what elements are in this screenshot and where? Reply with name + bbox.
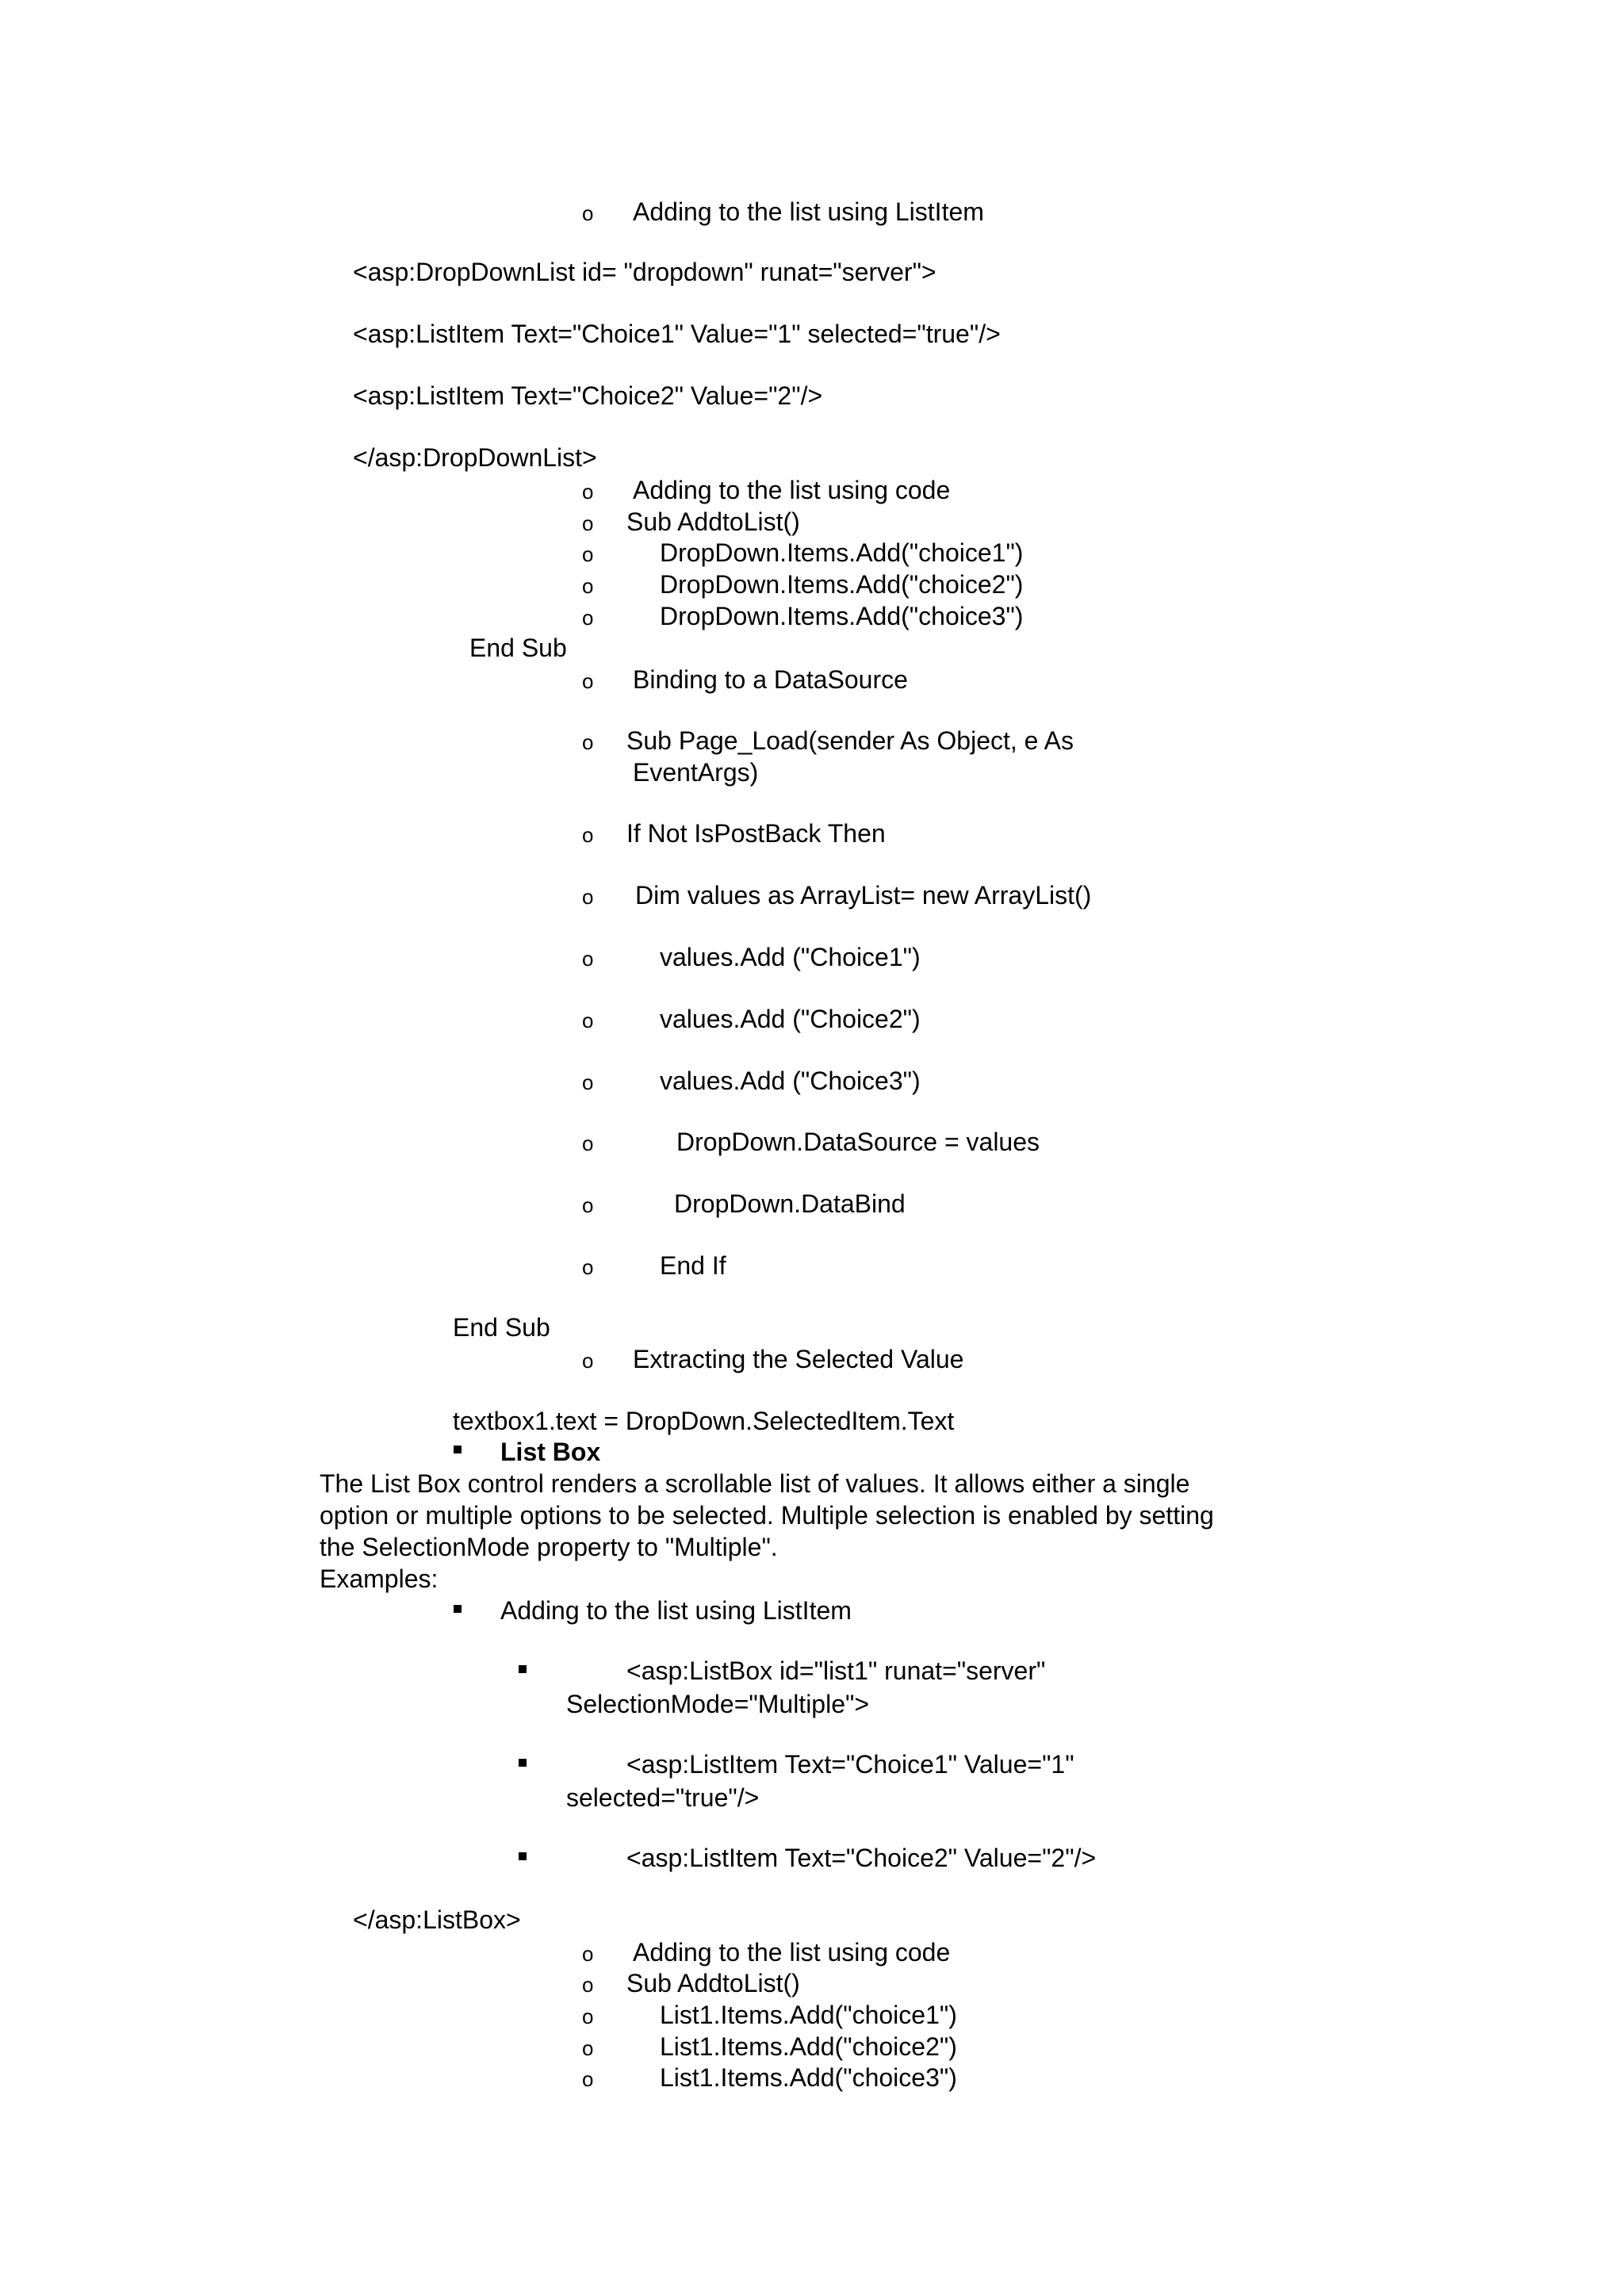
code-line: <asp:ListItem Text="Choice1" Value="1"	[626, 1750, 1074, 1779]
circle-bullet-icon: o	[582, 480, 594, 504]
circle-bullet-icon: o	[582, 1942, 594, 1966]
code-line: End Sub	[453, 1313, 550, 1342]
code-line: values.Add ("Choice3")	[660, 1067, 921, 1095]
circle-bullet-icon: o	[582, 1070, 594, 1094]
circle-bullet-icon: o	[582, 1132, 594, 1155]
paragraph-line: The List Box control renders a scrollable list of values. It allows either a single	[320, 1469, 1190, 1498]
code-line: DropDown.Items.Add("choice2")	[660, 570, 1024, 599]
code-line: selected="true"/>	[566, 1783, 760, 1812]
paragraph-line: the SelectionMode property to "Multiple".	[320, 1533, 778, 1561]
circle-bullet-icon: o	[582, 2067, 594, 2091]
code-line: DropDown.Items.Add("choice1")	[660, 538, 1024, 567]
subheading-extract-selected: Extracting the Selected Value	[633, 1345, 964, 1373]
examples-label: Examples:	[320, 1564, 439, 1593]
circle-bullet-icon: o	[582, 947, 594, 971]
square-bullet-icon	[519, 1665, 527, 1673]
circle-bullet-icon: o	[582, 885, 594, 909]
code-line: Sub AddtoList()	[626, 507, 800, 536]
circle-bullet-icon: o	[582, 1255, 594, 1279]
square-bullet-icon	[454, 1446, 462, 1453]
code-line: Sub AddtoList()	[626, 1969, 800, 1997]
circle-bullet-icon: o	[582, 1973, 594, 1997]
code-line: DropDown.Items.Add("choice3")	[660, 602, 1024, 630]
code-line: values.Add ("Choice1")	[660, 943, 921, 971]
code-line: EventArgs)	[633, 758, 759, 787]
circle-bullet-icon: o	[582, 1349, 594, 1373]
code-line: </asp:ListBox>	[353, 1905, 521, 1934]
square-bullet-icon	[454, 1605, 462, 1613]
code-line: Sub Page_Load(sender As Object, e As	[626, 726, 1074, 755]
code-line: <asp:ListBox id="list1" runat="server"	[626, 1656, 1046, 1685]
circle-bullet-icon: o	[582, 823, 594, 847]
code-line: DropDown.DataBind	[674, 1189, 906, 1218]
circle-bullet-icon: o	[582, 669, 594, 693]
paragraph-line: option or multiple options to be selected. Multiple selection is enabled by setting	[320, 1501, 1214, 1530]
circle-bullet-icon: o	[582, 2005, 594, 2028]
code-line: <asp:ListItem Text="Choice2" Value="2"/>	[626, 1844, 1097, 1872]
code-line: End If	[660, 1251, 726, 1280]
subheading-dropdown-code: Adding to the list using code	[633, 476, 951, 504]
code-line: List1.Items.Add("choice1")	[660, 2001, 957, 2029]
code-line: </asp:DropDownList>	[353, 443, 597, 472]
subheading-dropdown-datasource: Binding to a DataSource	[633, 665, 908, 694]
circle-bullet-icon: o	[582, 574, 594, 598]
code-line: List1.Items.Add("choice3")	[660, 2063, 957, 2092]
circle-bullet-icon: o	[582, 730, 594, 754]
code-line: Dim values as ArrayList= new ArrayList()	[635, 881, 1092, 910]
square-bullet-icon	[519, 1759, 527, 1767]
subheading-listbox-code: Adding to the list using code	[633, 1938, 951, 1967]
code-line: <asp:ListItem Text="Choice1" Value="1" selected="true"/>	[353, 320, 1001, 348]
circle-bullet-icon: o	[582, 606, 594, 630]
square-bullet-icon	[519, 1852, 527, 1860]
subheading-listbox-listitem: Adding to the list using ListItem	[500, 1596, 852, 1625]
code-line: <asp:DropDownList id= "dropdown" runat="server">	[353, 258, 936, 286]
section-title-list-box: List Box	[500, 1438, 601, 1466]
code-line: textbox1.text = DropDown.SelectedItem.Text	[453, 1407, 955, 1435]
circle-bullet-icon: o	[582, 1009, 594, 1032]
subheading-dropdown-listitem: Adding to the list using ListItem	[633, 197, 984, 226]
circle-bullet-icon: o	[582, 2036, 594, 2060]
code-line: SelectionMode="Multiple">	[566, 1690, 870, 1718]
circle-bullet-icon: o	[582, 1193, 594, 1217]
code-line: If Not IsPostBack Then	[626, 819, 886, 848]
code-line: End Sub	[469, 634, 567, 662]
code-line: List1.Items.Add("choice2")	[660, 2032, 957, 2061]
circle-bullet-icon: o	[582, 201, 594, 225]
code-line: values.Add ("Choice2")	[660, 1005, 921, 1033]
circle-bullet-icon: o	[582, 511, 594, 535]
circle-bullet-icon: o	[582, 542, 594, 566]
code-line: DropDown.DataSource = values	[676, 1128, 1040, 1156]
code-line: <asp:ListItem Text="Choice2" Value="2"/>	[353, 381, 823, 410]
